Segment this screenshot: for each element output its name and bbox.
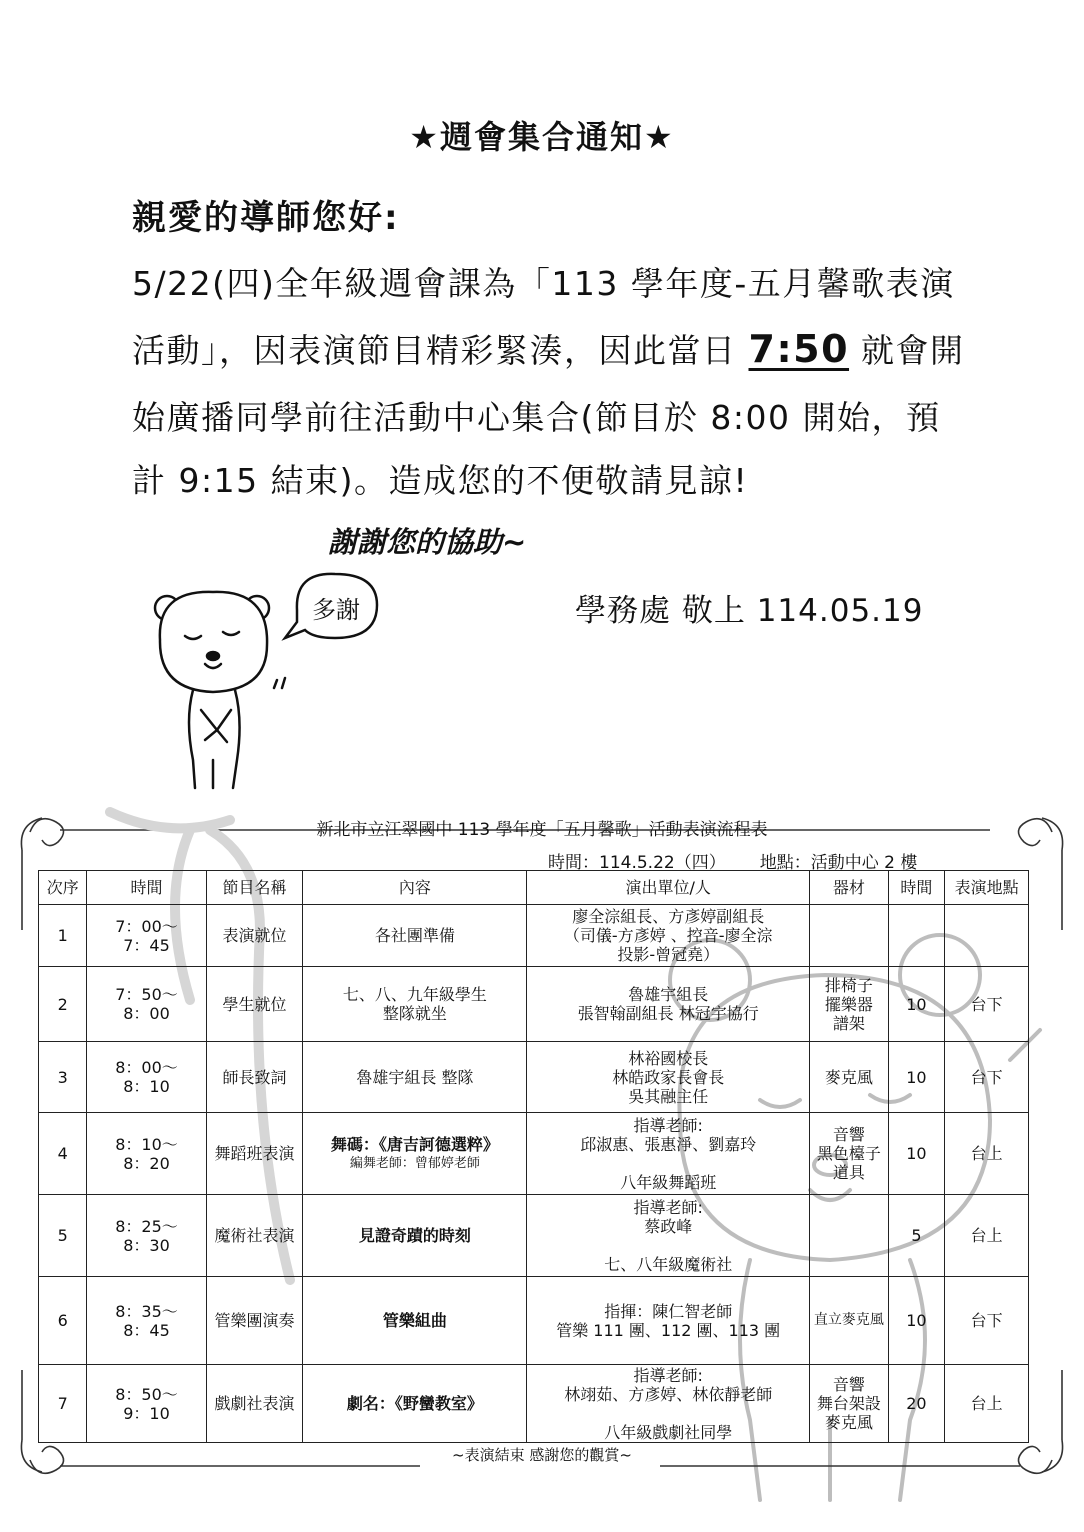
header-time: 時間 bbox=[87, 871, 206, 905]
content-main: 見證奇蹟的時刻 bbox=[358, 1226, 471, 1245]
time-time-from: 7：00～ bbox=[115, 916, 178, 936]
cell-order: 4 bbox=[39, 1113, 87, 1195]
cell-content bbox=[303, 1042, 527, 1113]
performer-line bbox=[529, 1236, 807, 1255]
content-sub: 編舞老師：曾郁婷老師 bbox=[349, 1155, 480, 1171]
content-main: 魯雄宇組長 整隊 bbox=[356, 1067, 474, 1087]
cell-order: 1 bbox=[39, 905, 87, 967]
table-row bbox=[39, 967, 1029, 1042]
performer-line bbox=[529, 1154, 807, 1173]
equipment-line: 麥克風 bbox=[824, 1067, 873, 1087]
time-time-to: 8：20 bbox=[123, 1153, 170, 1173]
cell-content bbox=[303, 1277, 527, 1365]
table-row bbox=[39, 1365, 1029, 1443]
notice-greeting: 親愛的導師您好: bbox=[132, 198, 400, 238]
time-time-to: 9：10 bbox=[123, 1403, 170, 1423]
time-time-from: 8：50～ bbox=[115, 1384, 178, 1404]
performer-line: 八年級舞蹈班 bbox=[620, 1172, 717, 1192]
cell-performers bbox=[527, 905, 810, 967]
cell-time bbox=[87, 1365, 206, 1443]
schedule-body bbox=[39, 905, 1029, 1443]
header-venue: 表演地點 bbox=[945, 871, 1029, 905]
program-footer: ~表演結束 感謝您的觀賞~ bbox=[452, 1446, 632, 1464]
equipment-line: 擺樂器 bbox=[824, 994, 873, 1014]
content-main: 管樂組曲 bbox=[382, 1311, 447, 1330]
performer-line: 林裕國校長 bbox=[628, 1048, 709, 1068]
performer-line: 張智翰副組長 林冠宇協行 bbox=[577, 1004, 759, 1023]
table-row bbox=[39, 1195, 1029, 1277]
time-time-from: 8：25～ bbox=[115, 1216, 178, 1236]
time-time-to: 7：45 bbox=[123, 935, 170, 955]
performer-line: 邱淑惠、張惠淨、劉嘉玲 bbox=[580, 1134, 757, 1154]
notice-line-4: 計 9:15 結束)。造成您的不便敬請見諒! bbox=[132, 461, 749, 500]
equipment-line: 音響 bbox=[832, 1125, 865, 1144]
schedule-header-row bbox=[39, 871, 1029, 905]
cell-content bbox=[303, 1113, 527, 1195]
cell-venue: 台上 bbox=[945, 1365, 1029, 1443]
cell-performers bbox=[527, 1113, 810, 1195]
cell-performers bbox=[527, 967, 810, 1042]
cell-order: 5 bbox=[39, 1195, 87, 1277]
performer-line: 投影-曾冠堯） bbox=[617, 945, 720, 964]
cell-venue: 台下 bbox=[945, 1277, 1029, 1365]
cell-duration: 10 bbox=[888, 1113, 945, 1195]
performer-line: （司儀-方彥婷 、控音-廖全淙 bbox=[563, 926, 773, 945]
program-time-info: 時間：114.5.22（四） bbox=[548, 853, 726, 873]
performer-line: 八年級戲劇社同學 bbox=[604, 1422, 733, 1442]
performer-line bbox=[529, 1404, 807, 1423]
cell-program-name: 舞蹈班表演 bbox=[206, 1113, 303, 1195]
cell-venue: 台下 bbox=[945, 967, 1029, 1042]
performer-line: 七、八年級魔術社 bbox=[604, 1254, 733, 1274]
notice-line-2-post: 就會開 bbox=[849, 331, 965, 370]
cell-equipment bbox=[809, 1277, 888, 1365]
performer-line: 管樂 111 團、112 團、113 團 bbox=[556, 1320, 781, 1340]
performer-line: 林翊茹、方彥婷、林依靜老師 bbox=[564, 1384, 773, 1404]
notice-thanks: 謝謝您的協助~ bbox=[328, 525, 527, 559]
equipment-line: 直立麥克風 bbox=[813, 1312, 884, 1328]
cell-equipment bbox=[809, 1042, 888, 1113]
notice-signature: 學務處 敬上 114.05.19 bbox=[575, 593, 924, 629]
content-main: 劇名：《野蠻教室》 bbox=[346, 1394, 483, 1413]
time-time-to: 8：45 bbox=[123, 1320, 170, 1340]
table-row bbox=[39, 1042, 1029, 1113]
equipment-line: 舞台架設 bbox=[816, 1394, 881, 1413]
cell-content bbox=[303, 1195, 527, 1277]
notice-line-1: 5/22(四)全年級週會課為「113 學年度-五月馨歌表演 bbox=[132, 264, 955, 303]
cell-performers bbox=[527, 1277, 810, 1365]
header-equipment: 器材 bbox=[809, 871, 888, 905]
content-main: 各社團準備 bbox=[374, 926, 455, 945]
header-duration: 時間 bbox=[888, 871, 945, 905]
cell-program-name: 管樂團演奏 bbox=[206, 1277, 303, 1365]
time-time-from: 7：50～ bbox=[115, 985, 178, 1004]
cell-duration bbox=[888, 905, 945, 967]
performer-line: 指導老師: bbox=[633, 1115, 703, 1135]
cell-program-name: 師長致詞 bbox=[206, 1042, 303, 1113]
schedule-table bbox=[38, 870, 1029, 1443]
cell-equipment bbox=[809, 1365, 888, 1443]
cell-time bbox=[87, 1042, 206, 1113]
cell-order: 2 bbox=[39, 967, 87, 1042]
cell-duration: 10 bbox=[888, 1277, 945, 1365]
cell-venue: 台下 bbox=[945, 1042, 1029, 1113]
performer-line: 林皓政家長會長 bbox=[612, 1067, 725, 1087]
table-row bbox=[39, 905, 1029, 967]
cell-order: 7 bbox=[39, 1365, 87, 1443]
performer-line: 吳其融主任 bbox=[628, 1086, 709, 1106]
time-time-to: 8：30 bbox=[123, 1235, 170, 1255]
cell-content bbox=[303, 905, 527, 967]
cell-duration: 10 bbox=[888, 1042, 945, 1113]
performer-line: 指導老師: bbox=[633, 1365, 703, 1385]
cell-order: 6 bbox=[39, 1277, 87, 1365]
table-row bbox=[39, 1277, 1029, 1365]
time-time-from: 8：00～ bbox=[115, 1058, 178, 1077]
notice-title: ★週會集合通知★ bbox=[409, 118, 675, 156]
cell-time bbox=[87, 905, 206, 967]
time-time-to: 8：10 bbox=[123, 1077, 170, 1096]
content-main: 舞碼：《唐吉訶德選粹》 bbox=[330, 1134, 499, 1154]
table-row bbox=[39, 1113, 1029, 1195]
header-performers: 演出單位/人 bbox=[527, 871, 810, 905]
cell-program-name: 表演就位 bbox=[206, 905, 303, 967]
equipment-line: 排椅子 bbox=[824, 975, 873, 995]
performer-line: 指揮：陳仁智老師 bbox=[604, 1301, 733, 1321]
cell-program-name: 戲劇社表演 bbox=[206, 1365, 303, 1443]
cell-venue: 台上 bbox=[945, 1113, 1029, 1195]
performer-line: 廖全淙組長、方彥婷副組長 bbox=[572, 907, 765, 926]
notice-line-3: 始廣播同學前往活動中心集合(節目於 8:00 開始，預 bbox=[132, 398, 941, 437]
content-main: 七、八、九年級學生 整隊就坐 bbox=[342, 985, 487, 1023]
cell-venue bbox=[945, 905, 1029, 967]
cell-duration: 10 bbox=[888, 967, 945, 1042]
performer-line: 蔡政峰 bbox=[644, 1216, 693, 1236]
program-title: 新北市立江翠國中 113 學年度「五月馨歌」活動表演流程表 bbox=[316, 820, 768, 840]
cell-duration: 5 bbox=[888, 1195, 945, 1277]
equipment-line: 麥克風 bbox=[824, 1413, 873, 1432]
cell-equipment bbox=[809, 1113, 888, 1195]
cell-venue: 台上 bbox=[945, 1195, 1029, 1277]
cell-time bbox=[87, 967, 206, 1042]
equipment-line: 音響 bbox=[832, 1375, 865, 1394]
cell-duration: 20 bbox=[888, 1365, 945, 1443]
cell-equipment bbox=[809, 967, 888, 1042]
program-location-info: 地點：活動中心 2 樓 bbox=[759, 853, 918, 873]
equipment-line: 譜架 bbox=[832, 1013, 865, 1033]
header-program-name: 節目名稱 bbox=[206, 871, 303, 905]
cell-content bbox=[303, 967, 527, 1042]
cell-program-name: 學生就位 bbox=[206, 967, 303, 1042]
cell-performers bbox=[527, 1042, 810, 1113]
equipment-line: 黑色檯子 bbox=[816, 1144, 881, 1163]
cell-time bbox=[87, 1113, 206, 1195]
header-content: 內容 bbox=[303, 871, 527, 905]
time-time-to: 8：00 bbox=[123, 1004, 170, 1023]
notice-line-2-pre: 活動」，因表演節目精彩緊湊，因此當日 bbox=[132, 331, 749, 370]
cell-time bbox=[87, 1277, 206, 1365]
cell-equipment bbox=[809, 905, 888, 967]
bubble-text: 多謝 bbox=[312, 596, 360, 624]
performer-line: 魯雄宇組長 bbox=[628, 985, 709, 1004]
cell-program-name: 魔術社表演 bbox=[206, 1195, 303, 1277]
cell-performers bbox=[527, 1195, 810, 1277]
cell-content bbox=[303, 1365, 527, 1443]
time-time-from: 8：10～ bbox=[115, 1134, 178, 1154]
assembly-time-highlight: 7:50 bbox=[748, 327, 850, 371]
equipment-line: 道具 bbox=[832, 1163, 865, 1182]
cell-order: 3 bbox=[39, 1042, 87, 1113]
cell-time bbox=[87, 1195, 206, 1277]
time-time-from: 8：35～ bbox=[115, 1301, 178, 1321]
cell-performers bbox=[527, 1365, 810, 1443]
header-order: 次序 bbox=[39, 871, 87, 905]
cell-equipment bbox=[809, 1195, 888, 1277]
performer-line: 指導老師: bbox=[633, 1197, 703, 1217]
